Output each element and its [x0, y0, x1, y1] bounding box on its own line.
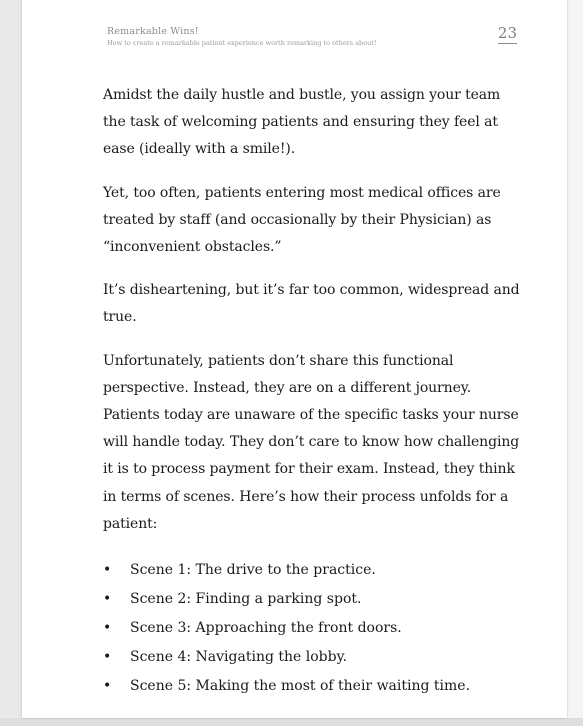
bullet-icon: • — [103, 620, 112, 637]
list-item — [103, 643, 523, 672]
header-title: Remarkable Wins! — [107, 26, 199, 37]
scene-list — [103, 556, 523, 701]
paragraph: Yet, too often, patients entering most medical offices are treated by staff (and occasionally by their Physician) as “inconvenient obstacles.” — [103, 184, 501, 256]
viewer-right-gutter — [567, 0, 583, 726]
bullet-icon: • — [103, 678, 112, 695]
list-item-text: Scene 3: Approaching the front doors. — [130, 620, 402, 637]
header-subtitle: How to create a remarkable patient experience worth remarking to others about! — [107, 39, 377, 47]
page-body — [103, 82, 523, 701]
list-item — [103, 556, 523, 585]
bullet-icon: • — [103, 591, 112, 608]
list-item-text: Scene 5: Making the most of their waiting time. — [130, 678, 471, 695]
list-item — [103, 672, 523, 701]
paragraph: Unfortunately, patients don’t share this functional perspective. Instead, they are on a different journey. Patients today are unaware of the specific tasks your nurse will handle today. They don’t care to know how challenging it is to process payment for their exam. Instead, they think in terms of scenes. Here’s how their process unfolds for a patient: — [103, 352, 520, 532]
bullet-icon: • — [103, 649, 112, 666]
list-item-text: Scene 2: Finding a parking spot. — [130, 591, 362, 608]
running-header — [107, 24, 517, 50]
paragraph: Amidst the daily hustle and bustle, you assign your team the task of welcoming patients and ensuring they feel at ease (ideally with a smile!). — [103, 87, 501, 158]
list-item — [103, 585, 523, 614]
list-item-text: Scene 4: Navigating the lobby. — [130, 649, 348, 666]
list-item-text: Scene 1: The drive to the practice. — [130, 562, 376, 579]
paragraph: It’s disheartening, but it’s far too common, widespread and true. — [103, 282, 520, 326]
next-page-edge — [0, 718, 583, 726]
list-item — [103, 614, 523, 643]
bullet-icon: • — [103, 562, 112, 579]
page-number: 23 — [497, 24, 517, 42]
